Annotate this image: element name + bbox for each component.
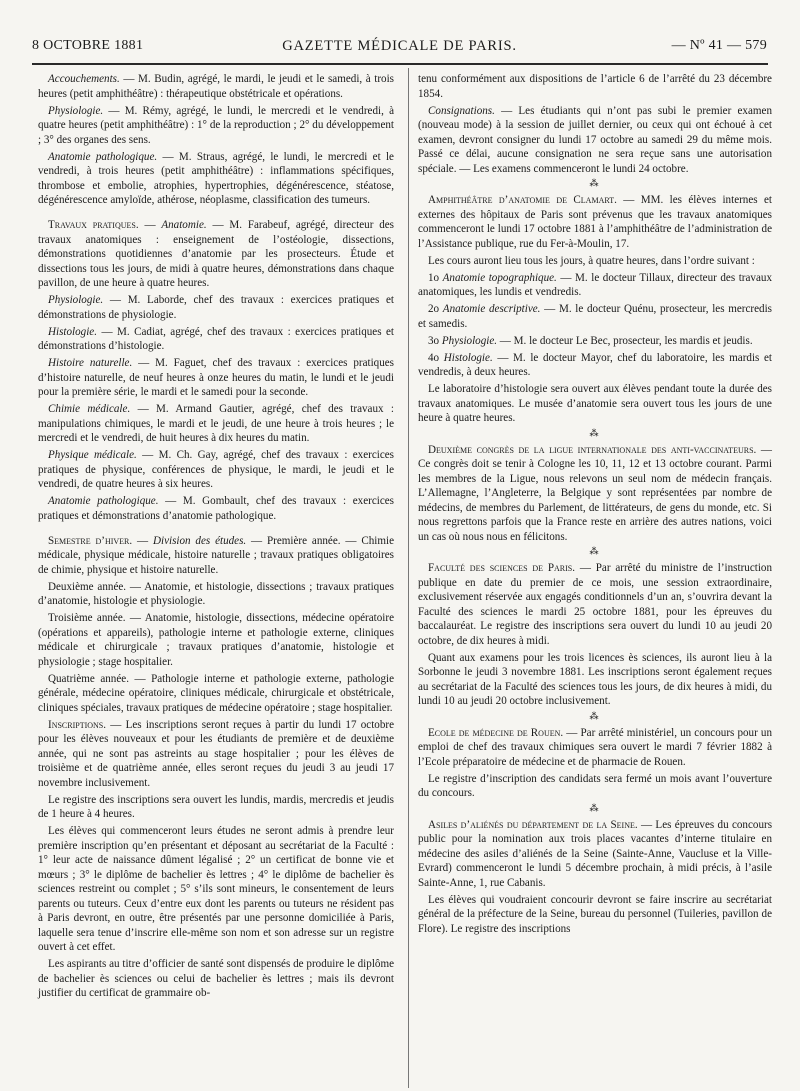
paragraph-semestre-hiver: Semestre d’hiver. — Division des études. — Première année. — Chimie médicale, physique médicale, histoire naturelle ; travaux pratiques obligatoires de chimie, physique et histoire naturelle. bbox=[38, 534, 395, 576]
paragraph-licences: Quant aux examens pour les trois licences ès sciences, ils auront lieu à la Sorbonne le jeudi 3 novembre 1881. Les inscriptions seront également reçues au secrétariat de la Faculté des sciences tous les jours, de dix heures à midi, du lundi 10 au jeudi 20 octobre inclusivement. bbox=[418, 651, 772, 707]
section-text: — MM. les élèves internes et externes des hôpitaux de Paris sont prévenus que les travaux anatomiques commenceront le lundi 17 octobre 1881 à l’amphithéâtre de l’administration de l’Assistance publique, rue du Fer-à-Moulin, 17. bbox=[418, 194, 772, 250]
paragraph-physiologie bbox=[38, 104, 394, 148]
spacer bbox=[38, 210, 394, 218]
asterism-divider: ⁂ bbox=[589, 546, 601, 556]
header-rule bbox=[32, 63, 768, 65]
paragraph-physique bbox=[38, 448, 394, 492]
course-text: — Première année. — Chimie médicale, physique médicale, histoire naturelle ; travaux pratiques obligatoires de chimie, physique et histoire naturelle. bbox=[38, 534, 395, 576]
course-item-4 bbox=[418, 351, 772, 380]
item-number: 1o bbox=[428, 271, 443, 284]
paragraph-faculte-sciences bbox=[418, 561, 772, 648]
item-number: 4o bbox=[428, 351, 444, 364]
course-text: — M. Ch. Gay, agrégé, chef des travaux : exercices pratiques de physique, conférences de physique, le mardi, le jeudi et le vendredi, de quatre heures à six heures. bbox=[38, 449, 394, 490]
page-header bbox=[32, 38, 767, 64]
header-date: 8 OCTOBRE 1881 bbox=[32, 38, 144, 53]
item-number: 2o bbox=[428, 303, 443, 315]
asterism-divider: ⁂ bbox=[589, 427, 601, 438]
asterism-divider: ⁂ bbox=[589, 802, 601, 813]
paragraph-eleves: Les élèves qui commenceront leurs études ne seront admis à prendre leur première inscription qu’en présentant et déposant au secrétariat de la Faculté : 1° leur acte de naissance dûment légalisé ; 2° un certificat de bonne vie et mœurs ; 3° le diplôme de bachelier ès lettres ; 4° le diplôme de bachelier ès sciences restreint ou complet ; 5° s’ils sont mineurs, le consentement de leurs parents ou tuteurs. Ceux d’entre eux dont les parents ou tuteurs ne résident pas à Paris devront, en outre, être présentés par une personne domiciliée à Paris, laquelle sera tenue d’inscrire elle-même son nom et son adresse sur un registre ouvert à cet effet. bbox=[38, 825, 394, 953]
paragraph-registre: Le registre des inscriptions sera ouvert les lundis, mardis, mercredis et jeudis de 1 heure à 4 heures. bbox=[38, 793, 394, 820]
section-lead: Deuxième congrès de la ligue internationale des anti-vaccinateurs. bbox=[428, 443, 757, 456]
course-label: Accouchements. bbox=[48, 73, 120, 85]
paragraph-deuxieme-annee: Deuxième année. — Anatomie, et histologie, dissections ; travaux pratiques d’anatomie, histologie et physiologie. bbox=[38, 580, 394, 607]
column-divider bbox=[408, 68, 409, 1088]
course-label: Anatomie. bbox=[161, 219, 207, 231]
section-lead: Asiles d’aliénés du département de la Seine. bbox=[428, 818, 638, 831]
paragraph-quatrieme-annee: Quatrième année. — Pathologie interne et pathologie externe, pathologie générale, médecine opératoire, cliniques médicale, chirurgicale et obstétricale, cliniques spéciales, travaux pratiques de médecine opératoire ; stage hospitalier. bbox=[38, 672, 394, 714]
paragraph-aspirants: Les aspirants au titre d’officier de santé sont dispensés de produire le diplôme de bachelier ès sciences ou celui de bachelier ès lettres ; mais ils devront justifier du certificat de grammaire ob- bbox=[38, 958, 394, 999]
course-text: — M. Budin, agrégé, le mardi, le jeudi et le samedi, à trois heures (petit amphithéâtre) : thérapeutique obstétricale et opérations. bbox=[38, 73, 394, 100]
section-text: — Les épreuves du concours public pour la nomination aux trois places vacantes d’interne titulaire en médecine des asiles d’aliénés de la Seine (Sainte-Anne, Vaucluse et la Ville-Evrard) commenceront le lundi 5 décembre prochain, à midi précis, à l’asile Sainte-Anne, 1, rue Cabanis. bbox=[418, 818, 773, 889]
paragraph-ligue bbox=[418, 443, 772, 545]
right-column bbox=[418, 72, 772, 939]
left-column bbox=[38, 72, 394, 1003]
course-label: Division des études. bbox=[152, 534, 247, 547]
course-text: — M. Rémy, agrégé, le lundi, le mercredi et le vendredi, à quatre heures (petit amphithéâtre) : 1° de la reproduction ; 2° du développement ; 3° des organes des sens. bbox=[38, 104, 394, 146]
section-lead: Ecole de médecine de Rouen. bbox=[428, 726, 564, 739]
paragraph-travaux-pratiques: Travaux pratiques. — Anatomie. — M. Farabeuf, agrégé, directeur des travaux anatomiques : enseignement de l’ostéologie, dissections, démonstrations quotidiennes d’anatomie par les prosecteurs. Étude et dissections tous les jours, de midi à quatre heures, démonstrations dans chaque pavillon, de une heure à quatre heures. bbox=[38, 219, 394, 289]
paragraph-inscriptions bbox=[38, 718, 394, 791]
section-lead: Travaux pratiques. bbox=[48, 219, 139, 231]
course-text: — M. Armand Gautier, agrégé, chef des travaux : manipulations chimiques, le mardi et le jeudi, de une heure à trois heures ; le mercredi et le vendredi, de huit heures à dix heures du matin. bbox=[38, 403, 394, 444]
spacer bbox=[38, 526, 394, 534]
section-text: — Les inscriptions seront reçues à partir du lundi 17 octobre pour les élèves nouveaux et pour les étudiants de première et de deuxième année, qui ne sont pas astreints au stage hospitalier ; pour les élèves de troisième et de quatrième année, elles seront reçues du jeudi 3 au jeudi 17 novembre inclusivement. bbox=[38, 718, 394, 789]
section-label: Consignations. bbox=[428, 104, 495, 117]
paragraph-anatomie-pathologique bbox=[38, 150, 394, 208]
course-text: — M. le docteur Tillaux, directeur des travaux anatomiques, les lundis et vendredis. bbox=[418, 271, 772, 298]
paragraph-tp-anatomie-pathologique bbox=[38, 494, 394, 523]
course-text: — M. Cadiat, agrégé, chef des travaux : exercices pratiques et démonstrations d’histologie. bbox=[38, 325, 394, 352]
course-text: — M. le docteur Quénu, prosecteur, les mercredis et samedis. bbox=[418, 303, 772, 330]
section-lead: Amphithéâtre d’anatomie de Clamart. bbox=[428, 194, 617, 206]
course-text: — M. le docteur Le Bec, prosecteur, les mardis et jeudis. bbox=[497, 334, 753, 347]
course-label: Physiologie. bbox=[48, 104, 104, 117]
paragraph-consignations bbox=[418, 104, 772, 177]
paragraph-tp-physiologie bbox=[38, 293, 394, 322]
section-text: — Ce congrès doit se tenir à Cologne les 10, 11, 12 et 13 octobre courant. Parmi les membres de la Ligue, nous relevons un seul nom de médecin français. L’Allemagne, l’Angleterre, la Belgique y sont représentées par nombre de médecins, de membres du Parlement, de littérateurs, de gens du monde, etc. Si nous regrettons parfois que la France reste en arrière des autres nations, voici un cas où nous nous en félicitons. bbox=[418, 443, 772, 543]
paragraph-laboratoire: Le laboratoire d’histologie sera ouvert aux élèves pendant toute la durée des travaux anatomiques. Le musée d’anatomie sera ouvert tous les jours de une heure à quatre heures. bbox=[418, 383, 772, 424]
course-text: — M. Faguet, chef des travaux : exercices pratiques d’histoire naturelle, de neuf heures à onze heures du matin, le lundi et le jeudi pour la première série, le mardi et le samedi pour la seconde. bbox=[38, 357, 395, 398]
asterism-divider: ⁂ bbox=[589, 710, 601, 721]
paragraph-rouen-registre: Le registre d’inscription des candidats sera fermé un mois avant l’ouverture du concours. bbox=[418, 772, 772, 799]
section-text: — Les étudiants qui n’ont pas subi le premier examen (nouveau mode) à la session de juillet dernier, ou ceux qui ont échoué à cet examen, devront consigner du lundi 17 octobre au samedi 29 du même mois. Passé ce délai, aucune consignation ne sera reçue sans une autorisation spéciale. — Les examens commenceront le lundi 24 octobre. bbox=[418, 104, 772, 175]
item-number: 3o bbox=[428, 334, 442, 347]
course-label: Anatomie pathologique. bbox=[48, 495, 159, 507]
course-item-2 bbox=[418, 302, 772, 331]
course-label: Physique médicale. bbox=[48, 449, 137, 461]
course-label: Physiologie. bbox=[441, 334, 498, 347]
header-title: GAZETTE MÉDICALE DE PARIS. bbox=[282, 38, 517, 54]
course-label: Anatomie pathologique. bbox=[48, 150, 158, 163]
paragraph-histologie bbox=[38, 325, 394, 354]
course-label: Chimie médicale. bbox=[48, 403, 131, 415]
section-text: — Par arrêté ministériel, un concours pour un emploi de chef des travaux chimiques sera ouvert le mardi 7 février 1882 à l’Ecole préparatoire de médecine et de pharmacie de Rouen. bbox=[418, 726, 772, 768]
paragraph-rouen bbox=[418, 726, 772, 770]
header-issue-page: — Nº 41 — 579 bbox=[671, 38, 767, 53]
section-lead: Faculté des sciences de Paris. bbox=[428, 562, 575, 574]
paragraph-histoire-naturelle bbox=[38, 356, 394, 400]
section-text: — Par arrêté du ministre de l’instruction publique en date du premier de ce mois, une session extraordinaire, exclusivement réservée aux engagés conditionnels d’un an, s’ouvrira devant la Faculté des sciences le mardi 25 octobre 1881, pour les épreuves du baccalauréat. Le registre des inscriptions sera ouvert du lundi 10 au jeudi 20 octobre, de dix heures à midi. bbox=[418, 562, 772, 647]
course-label: Anatomie descriptive. bbox=[442, 303, 541, 315]
course-label: Anatomie topographique. bbox=[442, 271, 557, 284]
section-lead: Inscriptions. bbox=[48, 718, 107, 731]
course-text: — M. Gombault, chef des travaux : exercices pratiques et démonstrations d’anatomie pathologique. bbox=[38, 495, 394, 522]
paragraph-asiles bbox=[418, 818, 772, 891]
paragraph-asiles-inscription: Les élèves qui voudraient concourir devront se faire inscrire au secrétariat général de la préfecture de la Seine, bureau du personnel (Tuileries, pavillon de Flore). Le registre des inscriptions bbox=[418, 893, 772, 935]
course-label: Histoire naturelle. bbox=[48, 357, 133, 369]
course-text: — M. Laborde, chef des travaux : exercices pratiques et démonstrations de physiologie. bbox=[38, 294, 394, 321]
course-item-3 bbox=[418, 334, 772, 349]
paragraph-cours: Les cours auront lieu tous les jours, à quatre heures, dans l’ordre suivant : bbox=[428, 254, 755, 267]
course-label: Histologie. bbox=[48, 325, 97, 338]
course-item-1 bbox=[418, 271, 772, 300]
paragraph-troisieme-annee: Troisième année. — Anatomie, histologie, dissections, médecine opératoire (opérations et appareils), pathologie interne et pathologie externe, cliniques médicale et chirurgicale ; travaux pratiques d’anatomie, histologie et physiologie ; stage hospitalier. bbox=[38, 612, 394, 668]
paragraph-accouchements bbox=[38, 72, 394, 101]
course-label: Physiologie. bbox=[48, 294, 104, 306]
asterism-divider: ⁂ bbox=[589, 178, 601, 188]
course-text: — M. Farabeuf, agrégé, directeur des travaux anatomiques : enseignement de l’ostéologie, dissections, démonstrations quotidiennes d’anatomie par les prosecteurs. Étude et dissections tous les jours, de midi à quatre heures, démonstrations dans chaque pavillon, de une heure à quatre heures. bbox=[38, 219, 394, 289]
course-text: — M. le docteur Mayor, chef du laboratoire, les mardis et vendredis, à deux heures. bbox=[418, 351, 772, 378]
paragraph-continuation: tenu conformément aux dispositions de l’article 6 de l’arrêté du 23 décembre 1854. bbox=[418, 73, 772, 100]
course-text: — M. Straus, agrégé, le lundi, le mercredi et le vendredi, à trois heures (petit amphithéâtre) : inflammations spécifiques, thrombose et embolie, atrophies, hypertrophies, dégénérescence, stéatose, dégénérescence amyloïde, athérose, néoplasme, classification des tumeurs. bbox=[38, 150, 394, 206]
section-lead: Semestre d’hiver. bbox=[48, 534, 133, 547]
paragraph-clamart bbox=[418, 193, 772, 251]
paragraph-chimie bbox=[38, 402, 394, 446]
course-label: Histologie. bbox=[443, 351, 493, 364]
